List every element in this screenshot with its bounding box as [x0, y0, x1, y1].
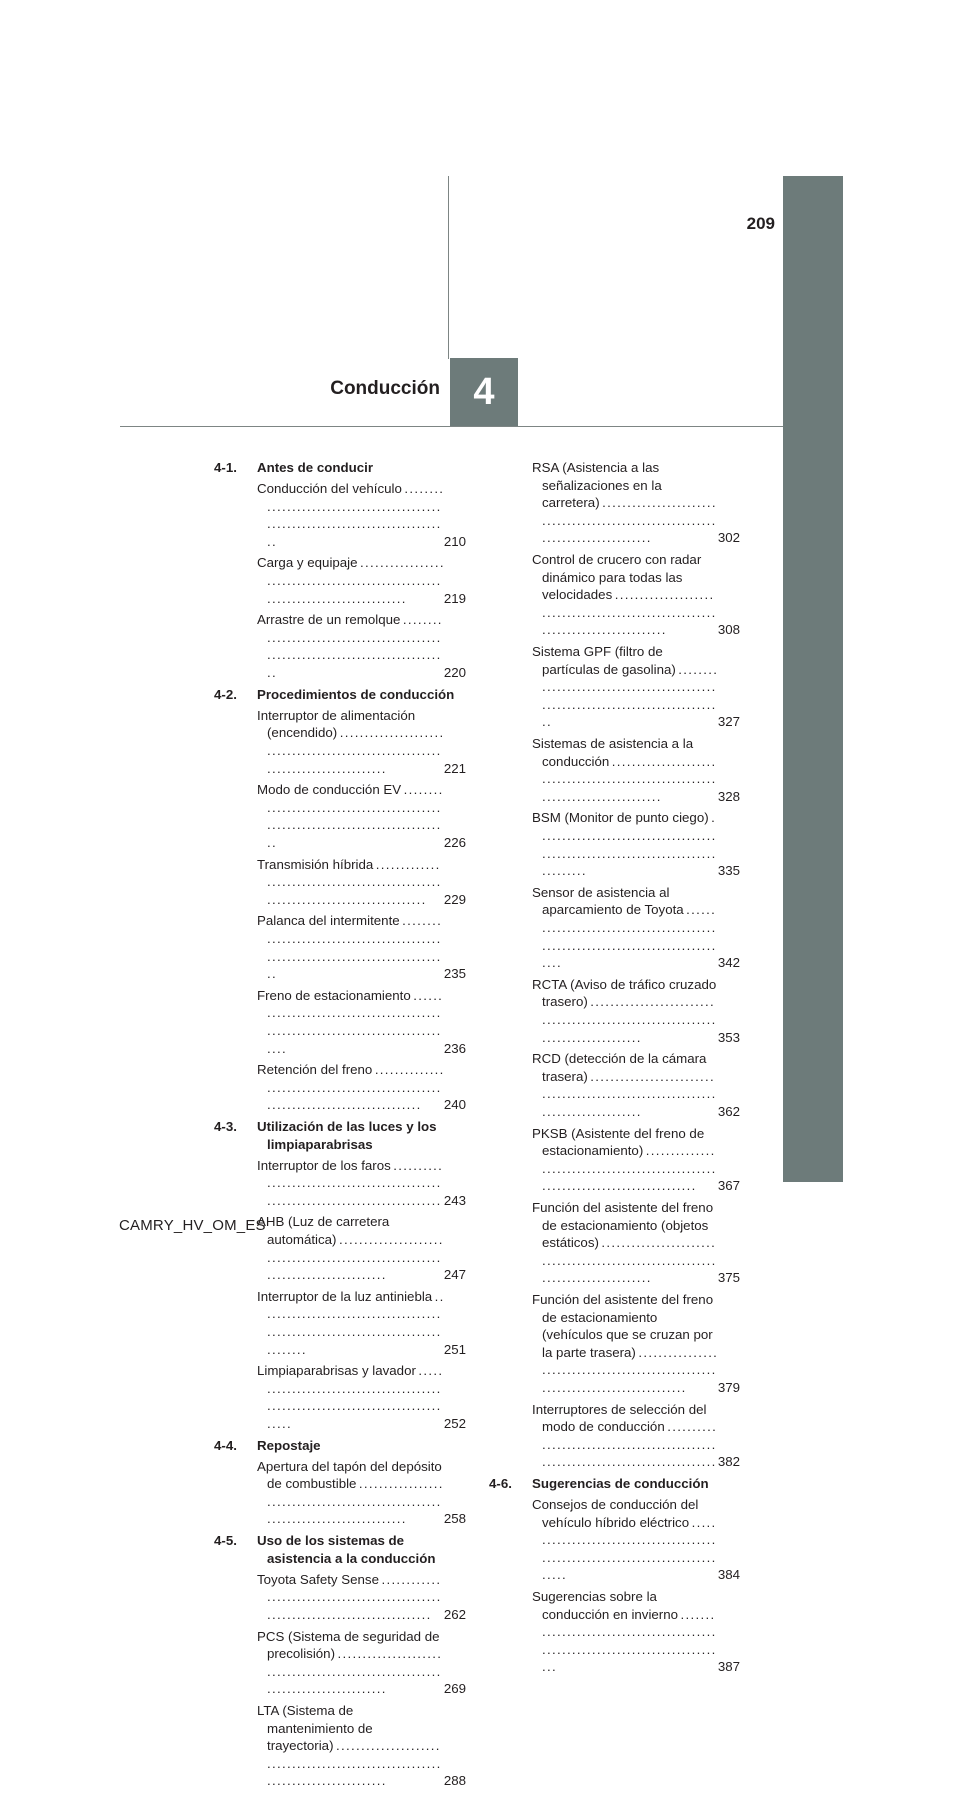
toc-entry[interactable] [257, 781, 466, 851]
toc-entry-page: 262 [443, 1606, 466, 1622]
toc-entry[interactable] [257, 856, 466, 909]
toc-entry-page: 308 [717, 622, 740, 638]
toc-entry-page: 288 [443, 1773, 466, 1789]
section-title: Uso de los sistemas de asistencia a la conducción [257, 1533, 436, 1566]
page-number: 209 [746, 214, 775, 233]
toc-entry-page: 382 [717, 1454, 740, 1470]
toc-entry-page: 327 [717, 714, 740, 730]
toc-entry-label: Retención del freno . . . [257, 1062, 442, 1112]
section-number: 4-1. [214, 460, 237, 475]
toc-entry[interactable] [532, 643, 740, 731]
toc-entry-page: 269 [443, 1681, 466, 1697]
toc-entry[interactable] [532, 1125, 740, 1195]
toc-entry-page: 375 [717, 1270, 740, 1286]
toc-entry-label: RCD (detección de la cámara trasera) . . . [532, 1051, 714, 1119]
section-number: 4-3. [214, 1118, 237, 1134]
toc-entry[interactable] [532, 459, 740, 547]
toc-entry-label: Interruptores de selección del modo de conducción . . . [532, 1402, 715, 1470]
toc-section-heading [489, 1475, 740, 1493]
toc-entry[interactable] [257, 1288, 466, 1358]
section-number: 4-2. [214, 686, 237, 702]
toc-entry[interactable] [257, 1157, 466, 1210]
toc-entry-page: 210 [443, 533, 466, 549]
toc-entry-label: Sugerencias sobre la conducción en invierno . . . [532, 1589, 714, 1674]
toc-entry[interactable] [532, 1050, 740, 1120]
toc-entry-label: Interruptor de alimentación (encendido) . . . [257, 708, 442, 776]
toc-entry-label: Interruptor de los faros . . . [257, 1158, 441, 1208]
toc-column-right [489, 459, 740, 1680]
toc-entry[interactable] [257, 480, 466, 550]
toc-entry-page: 379 [717, 1379, 740, 1395]
toc-entry-label: Limpiaparabrisas y lavador . . . [257, 1363, 441, 1431]
toc-entry-label: RCTA (Aviso de tráfico cruzado trasero) . . . [532, 977, 716, 1045]
toc-entry-label: PCS (Sistema de seguridad de precolisión) . . . [257, 1629, 440, 1697]
section-number: 4-4. [214, 1437, 237, 1453]
section-title: Utilización de las luces y los limpiaparabrisas [257, 1118, 437, 1152]
chapter-title: Conducción [330, 378, 440, 399]
chapter-number-badge [450, 358, 518, 426]
toc-section-heading [214, 1118, 466, 1153]
toc-entry-page: 240 [443, 1097, 466, 1113]
toc-entry-page: 252 [443, 1415, 466, 1431]
toc-entry-page: 362 [717, 1103, 740, 1119]
toc-entry-label: Consejos de conducción del vehículo híbrido eléctrico . . . [532, 1497, 714, 1582]
toc-entry[interactable] [532, 1496, 740, 1584]
toc-entry-label: Sistemas de asistencia a la conducción . . . [532, 736, 714, 804]
toc-entry-page: 353 [717, 1029, 740, 1045]
toc-entry[interactable] [257, 1458, 466, 1528]
toc-entry-page: 220 [443, 665, 466, 681]
toc-entry-label: Sistema GPF (filtro de partículas de gasolina) . . . [532, 644, 716, 729]
toc-entry-label: Conducción del vehículo . . . [257, 481, 442, 549]
toc-entry-page: 243 [443, 1192, 466, 1208]
toc-entry[interactable] [257, 987, 466, 1057]
toc-entry-page: 221 [443, 760, 466, 776]
toc-entry[interactable] [257, 1571, 466, 1624]
section-title: Procedimientos de conducción [257, 686, 455, 702]
toc-entry-label: Palanca del intermitente . . . [257, 913, 440, 981]
toc-entry-page: 335 [717, 863, 740, 879]
toc-entry-page: 342 [717, 955, 740, 971]
toc-entry[interactable] [257, 1702, 466, 1790]
toc-entry-label: Sensor de asistencia al aparcamiento de Toyota . . . [532, 885, 714, 970]
toc-section-heading [214, 459, 466, 477]
toc-entry-label: Función del asistente del freno de estacionamiento (vehículos que se cruzan por la parte trasera) . . . [532, 1292, 716, 1395]
toc-entry[interactable] [257, 554, 466, 607]
toc-entry[interactable] [257, 912, 466, 982]
toc-section-heading [214, 1532, 466, 1567]
toc-entry-label: Apertura del tapón del depósito de combustible . . . [257, 1459, 442, 1527]
toc-entry[interactable] [532, 551, 740, 639]
toc-entry-label: Control de crucero con radar dinámico para todas las velocidades . . . [532, 552, 714, 637]
toc-entry-label: Carga y equipaje . . . [257, 555, 442, 605]
toc-entry-page: 235 [443, 966, 466, 982]
toc-entry-label: AHB (Luz de carretera automática) . . . [257, 1214, 441, 1282]
section-number: 4-5. [214, 1533, 237, 1549]
toc-entry[interactable] [257, 1362, 466, 1432]
toc-entry-page: 387 [717, 1659, 740, 1675]
header-vertical-rule [448, 176, 449, 359]
toc-entry-label: Arrastre de un remolque . . . [257, 612, 440, 680]
toc-entry[interactable] [257, 707, 466, 777]
toc-entry-label: Modo de conducción EV . . . [257, 782, 441, 850]
toc-entry-page: 236 [443, 1040, 466, 1056]
toc-entry-label: Toyota Safety Sense . . . [257, 1572, 439, 1622]
toc-entry-label: LTA (Sistema de mantenimiento de trayectoria) . . . [257, 1703, 439, 1788]
toc-section-heading [214, 1437, 466, 1455]
toc-section-heading [214, 686, 466, 704]
toc-entry[interactable] [532, 1291, 740, 1397]
toc-entry[interactable] [257, 1061, 466, 1114]
toc-entry-page: 302 [717, 530, 740, 546]
toc-entry[interactable] [257, 611, 466, 681]
toc-entry[interactable] [532, 976, 740, 1046]
toc-entry-label: BSM (Monitor de punto ciego) . . . [532, 810, 714, 878]
toc-entry[interactable] [532, 1588, 740, 1676]
toc-column-left [214, 459, 466, 1794]
toc-entry[interactable] [532, 1401, 740, 1471]
section-title: Sugerencias de conducción [532, 1475, 709, 1491]
toc-entry-page: 367 [717, 1178, 740, 1194]
section-title: Antes de conducir [257, 460, 373, 475]
toc-entry-page: 384 [717, 1567, 740, 1583]
toc-entry-label: Interruptor de la luz antiniebla . . . [257, 1289, 442, 1357]
header-horizontal-rule [120, 426, 783, 427]
toc-entry-page: 251 [443, 1341, 466, 1357]
toc-entry-page: 258 [443, 1511, 466, 1527]
toc-entry[interactable] [532, 735, 740, 805]
toc-entry[interactable] [532, 809, 740, 879]
chapter-number: 4 [473, 370, 495, 413]
toc-entry-page: 328 [717, 788, 740, 804]
chapter-side-tab [783, 176, 843, 1182]
toc-entry-page: 219 [443, 590, 466, 606]
toc-entry[interactable] [257, 1213, 466, 1283]
toc-entry-label: Freno de estacionamiento . . . [257, 988, 441, 1056]
toc-entry-page: 229 [443, 891, 466, 907]
document-code: CAMRY_HV_OM_ES [119, 1217, 266, 1234]
toc-entry-page: 247 [443, 1267, 466, 1283]
toc-entry-label: RSA (Asistencia a las señalizaciones en la carretera) . . . [532, 460, 714, 545]
section-title: Repostaje [257, 1437, 321, 1453]
toc-entry[interactable] [532, 884, 740, 972]
toc-entry[interactable] [257, 1628, 466, 1698]
toc-entry-label: Función del asistente del freno de estacionamiento (objetos estáticos) . . . [532, 1200, 714, 1285]
toc-entry[interactable] [532, 1199, 740, 1287]
toc-entry-label: PKSB (Asistente del freno de estacionamiento) . . . [532, 1126, 714, 1194]
section-number: 4-6. [489, 1475, 512, 1491]
toc-entry-label: Transmisión híbrida . . . [257, 857, 439, 907]
toc-entry-page: 226 [443, 834, 466, 850]
